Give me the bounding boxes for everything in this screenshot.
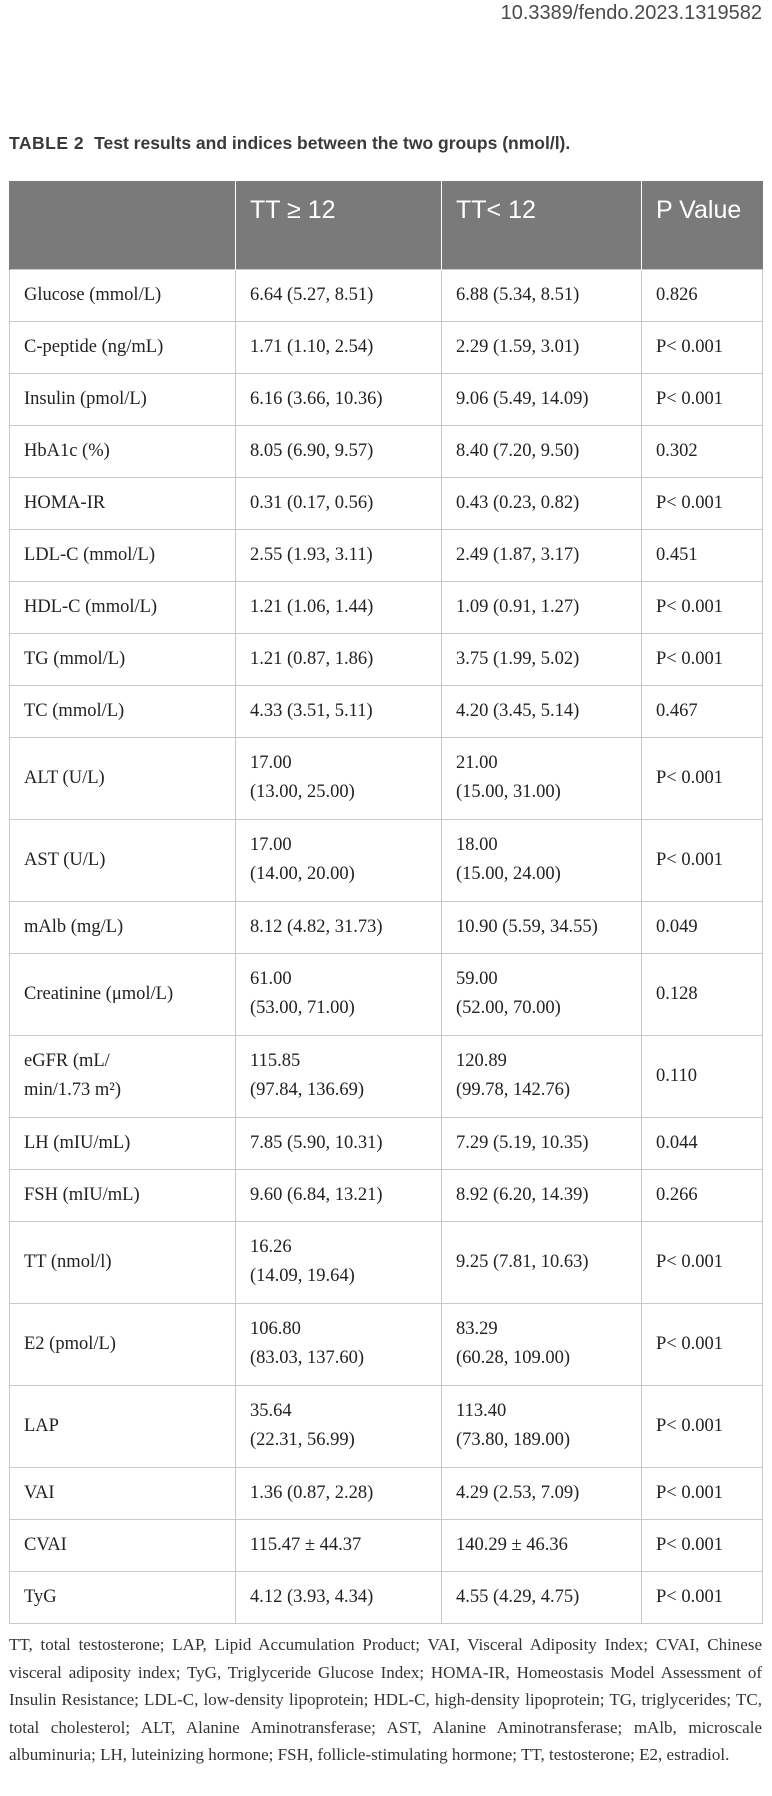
header-variable (10, 181, 236, 269)
tt-low-cell: 83.29 (60.28, 109.00) (442, 1303, 642, 1385)
variable-cell: eGFR (mL/ min/1.73 m²) (10, 1035, 236, 1117)
variable-cell: Glucose (mmol/L) (10, 269, 236, 321)
tt-low-cell: 113.40 (73.80, 189.00) (442, 1385, 642, 1467)
tt-high-cell: 7.85 (5.90, 10.31) (236, 1117, 442, 1169)
table-caption (9, 133, 570, 154)
tt-low-cell: 2.29 (1.59, 3.01) (442, 321, 642, 373)
tt-low-cell: 21.00 (15.00, 31.00) (442, 737, 642, 819)
table-row (10, 269, 763, 321)
tt-low-cell: 140.29 ± 46.36 (442, 1519, 642, 1571)
table-row (10, 1385, 763, 1467)
tt-low-cell: 3.75 (1.99, 5.02) (442, 633, 642, 685)
variable-cell: TG (mmol/L) (10, 633, 236, 685)
tt-high-cell: 4.33 (3.51, 5.11) (236, 685, 442, 737)
variable-cell: mAlb (mg/L) (10, 901, 236, 953)
tt-low-cell: 9.06 (5.49, 14.09) (442, 373, 642, 425)
table-row (10, 953, 763, 1035)
variable-cell: LAP (10, 1385, 236, 1467)
table-row (10, 901, 763, 953)
variable-cell: HOMA-IR (10, 477, 236, 529)
table-row (10, 581, 763, 633)
variable-cell: TyG (10, 1571, 236, 1623)
p-value-cell: P< 0.001 (642, 819, 763, 901)
variable-cell: Insulin (pmol/L) (10, 373, 236, 425)
tt-high-cell: 2.55 (1.93, 3.11) (236, 529, 442, 581)
tt-low-cell: 59.00 (52.00, 70.00) (442, 953, 642, 1035)
tt-low-cell: 7.29 (5.19, 10.35) (442, 1117, 642, 1169)
tt-low-cell: 10.90 (5.59, 34.55) (442, 901, 642, 953)
tt-low-cell: 8.92 (6.20, 14.39) (442, 1169, 642, 1221)
p-value-cell: P< 0.001 (642, 737, 763, 819)
p-value-cell: P< 0.001 (642, 1519, 763, 1571)
variable-cell: CVAI (10, 1519, 236, 1571)
tt-high-cell: 16.26 (14.09, 19.64) (236, 1221, 442, 1303)
variable-cell: LDL-C (mmol/L) (10, 529, 236, 581)
tt-high-cell: 1.36 (0.87, 2.28) (236, 1467, 442, 1519)
p-value-cell: 0.266 (642, 1169, 763, 1221)
table-row (10, 1169, 763, 1221)
table-row (10, 737, 763, 819)
table-row (10, 633, 763, 685)
header-tt-low: TT< 12 (442, 181, 642, 269)
header-tt-high: TT ≥ 12 (236, 181, 442, 269)
p-value-cell: P< 0.001 (642, 1385, 763, 1467)
tt-low-cell: 4.29 (2.53, 7.09) (442, 1467, 642, 1519)
tt-high-cell: 4.12 (3.93, 4.34) (236, 1571, 442, 1623)
variable-cell: C-peptide (ng/mL) (10, 321, 236, 373)
tt-high-cell: 61.00 (53.00, 71.00) (236, 953, 442, 1035)
p-value-cell: P< 0.001 (642, 477, 763, 529)
p-value-cell: P< 0.001 (642, 1571, 763, 1623)
tt-low-cell: 18.00 (15.00, 24.00) (442, 819, 642, 901)
variable-cell: HDL-C (mmol/L) (10, 581, 236, 633)
tt-low-cell: 0.43 (0.23, 0.82) (442, 477, 642, 529)
tt-high-cell: 17.00 (13.00, 25.00) (236, 737, 442, 819)
tt-high-cell: 115.85 (97.84, 136.69) (236, 1035, 442, 1117)
tt-low-cell: 4.55 (4.29, 4.75) (442, 1571, 642, 1623)
table-row (10, 373, 763, 425)
table-row (10, 685, 763, 737)
tt-high-cell: 0.31 (0.17, 0.56) (236, 477, 442, 529)
table-row (10, 1035, 763, 1117)
tt-low-cell: 120.89 (99.78, 142.76) (442, 1035, 642, 1117)
p-value-cell: P< 0.001 (642, 321, 763, 373)
table-row (10, 1519, 763, 1571)
p-value-cell: P< 0.001 (642, 633, 763, 685)
tt-high-cell: 8.12 (4.82, 31.73) (236, 901, 442, 953)
variable-cell: AST (U/L) (10, 819, 236, 901)
variable-cell: TT (nmol/l) (10, 1221, 236, 1303)
variable-cell: VAI (10, 1467, 236, 1519)
tt-low-cell: 6.88 (5.34, 8.51) (442, 269, 642, 321)
table-row (10, 1467, 763, 1519)
table-title: Test results and indices between the two groups (nmol/l). (94, 133, 571, 153)
tt-low-cell: 1.09 (0.91, 1.27) (442, 581, 642, 633)
tt-low-cell: 9.25 (7.81, 10.63) (442, 1221, 642, 1303)
p-value-cell: 0.110 (642, 1035, 763, 1117)
table-row (10, 425, 763, 477)
p-value-cell: P< 0.001 (642, 1303, 763, 1385)
table-row (10, 1221, 763, 1303)
variable-cell: E2 (pmol/L) (10, 1303, 236, 1385)
tt-high-cell: 17.00 (14.00, 20.00) (236, 819, 442, 901)
variable-cell: ALT (U/L) (10, 737, 236, 819)
p-value-cell: P< 0.001 (642, 1467, 763, 1519)
tt-high-cell: 1.21 (0.87, 1.86) (236, 633, 442, 685)
tt-high-cell: 1.21 (1.06, 1.44) (236, 581, 442, 633)
variable-cell: FSH (mIU/mL) (10, 1169, 236, 1221)
tt-high-cell: 6.64 (5.27, 8.51) (236, 269, 442, 321)
tt-low-cell: 4.20 (3.45, 5.14) (442, 685, 642, 737)
table-label: TABLE 2 (9, 133, 85, 153)
table-row (10, 477, 763, 529)
table-row (10, 1117, 763, 1169)
tt-high-cell: 35.64 (22.31, 56.99) (236, 1385, 442, 1467)
doi-text: 10.3389/fendo.2023.1319582 (500, 2, 762, 24)
variable-cell: TC (mmol/L) (10, 685, 236, 737)
tt-high-cell: 8.05 (6.90, 9.57) (236, 425, 442, 477)
table-header-row (10, 181, 763, 269)
results-table (9, 181, 763, 1624)
p-value-cell: 0.302 (642, 425, 763, 477)
p-value-cell: P< 0.001 (642, 581, 763, 633)
table-body (10, 269, 763, 1623)
variable-cell: LH (mIU/mL) (10, 1117, 236, 1169)
p-value-cell: 0.467 (642, 685, 763, 737)
p-value-cell: 0.826 (642, 269, 763, 321)
p-value-cell: 0.044 (642, 1117, 763, 1169)
table-footnote: TT, total testosterone; LAP, Lipid Accumulation Product; VAI, Visceral Adiposity Index; CVAI, Chinese visceral adiposity index; TyG, Triglyceride Glucose Index; HOMA-IR, Homeostasis Model Assessment of Insulin Resistance; LDL-C, low-density lipoprotein; HDL-C, high-density lipoprotein; TG, triglycerides; TC, total cholesterol; ALT, Alanine Aminotransferase; AST, Alanine Aminotransferase; mAlb, microscale albuminuria; LH, luteinizing hormone; FSH, follicle-stimulating hormone; TT, testosterone; E2, estradiol. (9, 1635, 762, 1764)
p-value-cell: 0.128 (642, 953, 763, 1035)
p-value-cell: 0.049 (642, 901, 763, 953)
tt-low-cell: 2.49 (1.87, 3.17) (442, 529, 642, 581)
p-value-cell: P< 0.001 (642, 1221, 763, 1303)
p-value-cell: 0.451 (642, 529, 763, 581)
tt-high-cell: 9.60 (6.84, 13.21) (236, 1169, 442, 1221)
table-row (10, 1303, 763, 1385)
tt-high-cell: 1.71 (1.10, 2.54) (236, 321, 442, 373)
table-row (10, 321, 763, 373)
variable-cell: HbA1c (%) (10, 425, 236, 477)
tt-high-cell: 6.16 (3.66, 10.36) (236, 373, 442, 425)
tt-high-cell: 115.47 ± 44.37 (236, 1519, 442, 1571)
table-row (10, 529, 763, 581)
p-value-cell: P< 0.001 (642, 373, 763, 425)
table-row (10, 819, 763, 901)
header-p-value: P Value (642, 181, 763, 269)
tt-high-cell: 106.80 (83.03, 137.60) (236, 1303, 442, 1385)
table-row (10, 1571, 763, 1623)
tt-low-cell: 8.40 (7.20, 9.50) (442, 425, 642, 477)
variable-cell: Creatinine (μmol/L) (10, 953, 236, 1035)
